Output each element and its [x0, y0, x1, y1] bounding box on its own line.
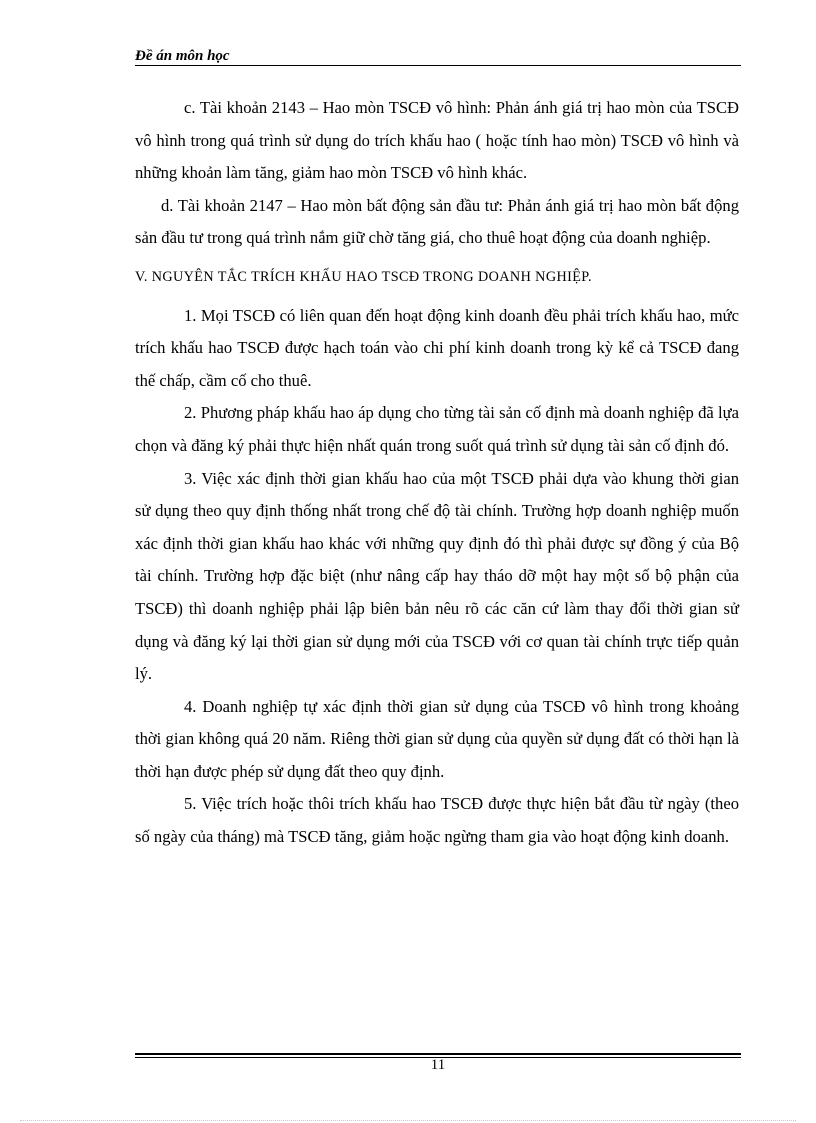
section-heading: V. NGUYÊN TẮC TRÍCH KHẤU HAO TSCĐ TRONG DOANH NGHIỆP.	[135, 268, 592, 285]
page-edge-dotted-line	[20, 1120, 796, 1121]
header-title: Đề án môn học	[135, 48, 230, 64]
page-header	[135, 46, 741, 68]
paragraph-account-2143: c. Tài khoản 2143 – Hao mòn TSCĐ vô hình: Phản ánh giá trị hao mòn của TSCĐ vô hình trong quá trình sử dụng do trích khấu hao ( hoặc tính hao mòn) TSCĐ vô hình và những khoản làm tăng, giảm hao mòn TSCĐ vô hình khác.	[135, 98, 739, 183]
document-body	[135, 92, 739, 854]
page-number: 11	[430, 1057, 446, 1073]
list-item-4: 4. Doanh nghiệp tự xác định thời gian sử dụng của TSCĐ vô hình trong khoảng thời gian không quá 20 năm. Riêng thời gian sử dụng của quyền sử dụng đất có thời hạn là thời hạn được phép sử dụng đất theo quy định.	[135, 696, 739, 781]
paragraph-account-2147: d. Tài khoản 2147 – Hao mòn bất động sản đầu tư: Phản ánh giá trị hao mòn bất động sản đầu tư trong quá trình nắm giữ chờ tăng giá, cho thuê hoạt động của doanh nghiệp.	[135, 195, 739, 248]
footer-rule-thick	[135, 1053, 741, 1055]
list-item-1: 1. Mọi TSCĐ có liên quan đến hoạt động kinh doanh đều phải trích khấu hao, mức trích khấu hao TSCĐ được hạch toán vào chi phí kinh doanh trong kỳ kể cả TSCĐ đang thế chấp, cầm cố cho thuê.	[135, 305, 739, 390]
header-rule	[135, 65, 741, 66]
list-item-2: 2. Phương pháp khấu hao áp dụng cho từng tài sản cố định mà doanh nghiệp đã lựa chọn và đăng ký phải thực hiện nhất quán trong suốt quá trình sử dụng tài sản cố định đó.	[135, 403, 739, 455]
list-item-3: 3. Việc xác định thời gian khấu hao của một TSCĐ phải dựa vào khung thời gian sử dụng theo quy định thống nhất trong chế độ tài chính. Trường hợp doanh nghiệp muốn xác định thời gian khấu hao khác với những quy định đó thì phải được sự đồng ý của Bộ tài chính. Trường hợp đặc biệt (như nâng cấp hay tháo dỡ một hay một số bộ phận của TSCĐ) thì doanh nghiệp phải lập biên bản nêu rõ các căn cứ làm thay đổi thời gian sử dụng và đăng ký lại thời gian sử dụng mới của TSCĐ với cơ quan tài chính trực tiếp quản lý.	[135, 468, 739, 684]
list-item-5: 5. Việc trích hoặc thôi trích khấu hao TSCĐ được thực hiện bắt đầu từ ngày (theo số ngày của tháng) mà TSCĐ tăng, giảm hoặc ngừng tham gia vào hoạt động kinh doanh.	[135, 794, 739, 847]
page-footer	[135, 1048, 741, 1078]
